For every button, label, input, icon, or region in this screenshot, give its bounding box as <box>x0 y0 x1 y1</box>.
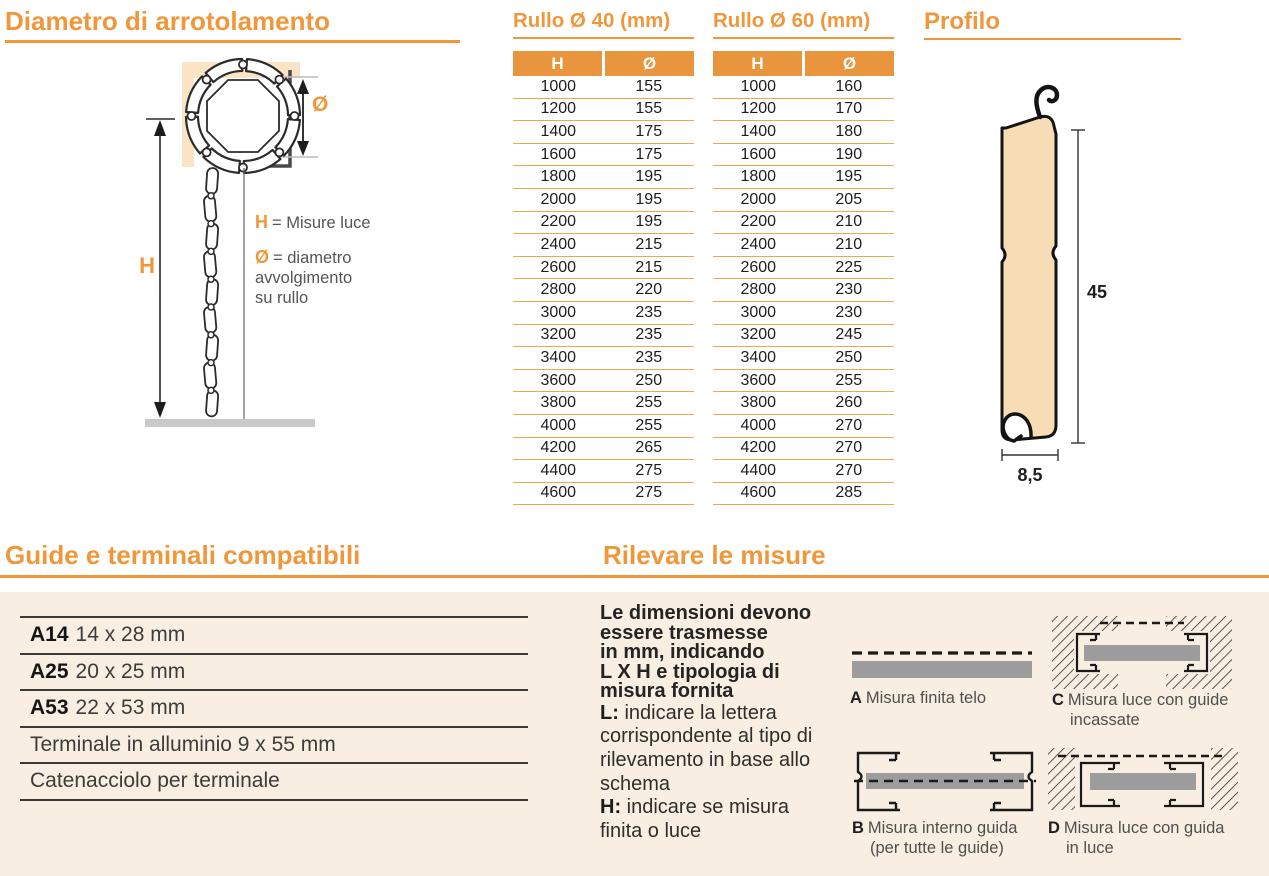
table-cell: 2600 <box>740 258 777 276</box>
table-cell: 2400 <box>540 235 577 253</box>
column-header-h: H <box>513 51 602 76</box>
legend-h <box>255 212 371 233</box>
table-row <box>713 325 894 348</box>
table-row <box>713 279 894 302</box>
curtain-bar <box>1084 645 1200 661</box>
table-cell: 2000 <box>740 190 777 208</box>
table-cell: 210 <box>835 235 863 253</box>
table-cell: 3400 <box>740 348 777 366</box>
table-cell: 195 <box>635 168 663 186</box>
measure-l-line: rilevamento in base allo <box>600 748 811 771</box>
table-row <box>713 347 894 370</box>
table-cell: 2200 <box>540 213 577 231</box>
table-row <box>713 460 894 483</box>
table-rullo40 <box>513 8 694 505</box>
caption-a-key: A <box>850 689 862 707</box>
measure-diagram-a <box>846 640 1038 685</box>
table-cell: 195 <box>635 213 663 231</box>
table-cell: 230 <box>835 303 863 321</box>
caption-c-key: C <box>1052 691 1064 709</box>
section-title-rilevare: Rilevare le misure <box>603 540 826 570</box>
table-cell: 250 <box>835 348 863 366</box>
guide-desc: 22 x 53 mm <box>75 696 186 720</box>
table-rullo60-title: Rullo Ø 60 (mm) <box>713 9 871 32</box>
measure-l-line: schema <box>600 772 671 795</box>
legend-h-symbol: H <box>255 212 268 232</box>
legend-diameter-line3: su rullo <box>255 289 309 307</box>
table-row <box>713 438 894 461</box>
table-cell: 205 <box>835 190 863 208</box>
table-row <box>513 325 694 348</box>
table-cell: 1600 <box>540 145 577 163</box>
table-row <box>713 212 894 235</box>
guide-desc: Catenacciolo per terminale <box>30 769 280 793</box>
measure-intro-line: in mm, indicando <box>600 641 765 663</box>
table-cell: 175 <box>635 145 663 163</box>
list-item <box>20 764 528 801</box>
table-cell: 4600 <box>740 484 777 502</box>
table-row <box>513 392 694 415</box>
table-cell: 190 <box>835 145 863 163</box>
table-cell: 245 <box>835 326 863 344</box>
legend-h-text: = Misure luce <box>272 214 371 232</box>
table-cell: 155 <box>635 100 663 118</box>
guide-code: A53 <box>30 696 69 720</box>
table-cell: 3600 <box>540 371 577 389</box>
table-row <box>513 144 694 167</box>
table-cell: 4200 <box>540 439 577 457</box>
table-cell: 235 <box>635 326 663 344</box>
profile-body <box>1002 116 1056 440</box>
table-cell: 215 <box>635 235 663 253</box>
measure-h-prefix: H: <box>600 796 622 819</box>
measure-intro-line: essere trasmesse <box>600 621 768 644</box>
curtain-bar <box>1090 773 1196 790</box>
table-rullo40-body <box>513 76 694 505</box>
table-cell: 4000 <box>740 416 777 434</box>
table-cell: 1000 <box>740 77 777 95</box>
guide-code: A25 <box>30 659 69 683</box>
table-row <box>713 166 894 189</box>
guide-desc: 14 x 28 mm <box>75 623 186 647</box>
table-cell: 3000 <box>740 303 777 321</box>
measure-l-prefix: L: <box>600 701 619 724</box>
table-row <box>513 234 694 257</box>
column-header-diameter: Ø <box>805 51 894 76</box>
table-cell: 215 <box>635 258 663 276</box>
caption-d: D Misura luce con guida in luce <box>1048 819 1225 857</box>
table-row <box>513 415 694 438</box>
caption-b: B Misura interno guida (per tutte le guide) <box>852 819 1018 857</box>
table-cell: 285 <box>835 484 863 502</box>
measure-instructions <box>600 604 870 844</box>
table-rullo60-body <box>713 76 894 505</box>
table-cell: 1400 <box>740 122 777 140</box>
table-cell: 235 <box>635 303 663 321</box>
table-rullo60-header <box>713 51 894 76</box>
measure-intro-line: L X H e tipologia di <box>600 660 780 683</box>
table-cell: 3800 <box>740 394 777 412</box>
table-cell: 4000 <box>540 416 577 434</box>
profilo-underline <box>924 38 1181 40</box>
table-cell: 4400 <box>540 461 577 479</box>
table-row <box>513 370 694 393</box>
table-cell: 3400 <box>540 348 577 366</box>
table-row <box>513 460 694 483</box>
bottom-section-underline <box>0 575 1269 578</box>
table-rullo60-underline <box>713 37 894 39</box>
table-row <box>713 257 894 280</box>
table-cell: 170 <box>835 100 863 118</box>
table-cell: 2400 <box>740 235 777 253</box>
table-cell: 230 <box>835 281 863 299</box>
legend-diameter-symbol: Ø <box>255 247 270 267</box>
table-cell: 2600 <box>540 258 577 276</box>
guide-desc: 20 x 25 mm <box>75 659 186 683</box>
measure-diagram-b <box>844 745 1044 815</box>
table-row <box>513 483 694 506</box>
legend-diameter-line2: avvolgimento <box>255 269 353 287</box>
table-row <box>513 166 694 189</box>
caption-d-key: D <box>1048 819 1060 837</box>
table-cell: 4200 <box>740 439 777 457</box>
table-cell: 1800 <box>540 168 577 186</box>
caption-a: A Misura finita telo <box>850 689 987 707</box>
caption-b-key: B <box>852 819 864 837</box>
table-cell: 4400 <box>740 461 777 479</box>
table-cell: 275 <box>635 484 663 502</box>
list-item <box>20 728 528 765</box>
diameter-arrow-label: Ø <box>312 93 329 116</box>
table-cell: 270 <box>835 439 863 457</box>
table-cell: 160 <box>835 77 863 95</box>
section-title-diametro: Diametro di arrotolamento <box>5 6 331 36</box>
table-row <box>513 212 694 235</box>
table-cell: 1600 <box>740 145 777 163</box>
table-rullo40-header <box>513 51 694 76</box>
table-cell: 250 <box>635 371 663 389</box>
profile-width-dimension <box>1002 449 1058 461</box>
profile-height-label: 45 <box>1087 282 1108 302</box>
curtain-chain <box>204 168 219 417</box>
table-cell: 270 <box>835 461 863 479</box>
measure-intro-line: misura fornita <box>600 680 734 702</box>
column-header-h: H <box>713 51 802 76</box>
table-cell: 260 <box>835 394 863 412</box>
profile-width-label: 8,5 <box>1017 465 1043 485</box>
table-cell: 235 <box>635 348 663 366</box>
legend-diameter-text: = diametro <box>273 249 352 267</box>
table-cell: 3600 <box>740 371 777 389</box>
measure-h-line: finita o luce <box>600 820 702 843</box>
table-cell: 1000 <box>540 77 577 95</box>
guide-code: A14 <box>30 623 69 647</box>
table-cell: 1800 <box>740 168 777 186</box>
section-title-profilo: Profilo <box>924 8 1000 35</box>
table-row <box>713 234 894 257</box>
table-row <box>713 144 894 167</box>
guide-terminal-list <box>20 616 528 801</box>
table-cell: 180 <box>835 122 863 140</box>
table-cell: 2200 <box>740 213 777 231</box>
table-row <box>513 438 694 461</box>
table-row <box>713 483 894 506</box>
table-cell: 2800 <box>540 281 577 299</box>
diametro-underline <box>5 40 460 43</box>
legend-diameter <box>255 247 352 308</box>
table-cell: 2800 <box>740 281 777 299</box>
table-cell: 270 <box>835 416 863 434</box>
table-row <box>713 99 894 122</box>
list-item <box>20 618 528 655</box>
measure-intro-line: Le dimensioni devono <box>600 602 812 624</box>
table-cell: 3200 <box>740 326 777 344</box>
table-cell: 255 <box>635 394 663 412</box>
profile-height-dimension <box>1071 130 1085 443</box>
table-row <box>713 370 894 393</box>
table-rullo40-underline <box>513 37 694 39</box>
table-cell: 1200 <box>740 100 777 118</box>
h-arrow-label: H <box>139 253 155 278</box>
table-row <box>513 302 694 325</box>
table-cell: 3000 <box>540 303 577 321</box>
profile-section-diagram <box>960 58 1210 490</box>
caption-c: C Misura luce con guide incassate <box>1052 691 1229 729</box>
table-row <box>513 347 694 370</box>
table-row <box>513 99 694 122</box>
table-cell: 2000 <box>540 190 577 208</box>
floor-line <box>145 419 315 427</box>
table-row <box>713 121 894 144</box>
table-row <box>713 415 894 438</box>
measure-h-line: H: indicare se misura <box>600 796 789 819</box>
section-title-guide: Guide e terminali compatibili <box>5 540 361 570</box>
curtain-bar <box>852 661 1032 678</box>
table-row <box>713 392 894 415</box>
table-row <box>513 257 694 280</box>
guide-desc: Terminale in alluminio 9 x 55 mm <box>30 732 336 756</box>
table-row <box>513 279 694 302</box>
table-row <box>713 189 894 212</box>
measure-diagram-c <box>1048 612 1238 694</box>
table-cell: 195 <box>835 168 863 186</box>
list-item <box>20 691 528 728</box>
table-cell: 3200 <box>540 326 577 344</box>
table-cell: 225 <box>835 258 863 276</box>
table-row <box>513 189 694 212</box>
table-row <box>713 302 894 325</box>
table-cell: 195 <box>635 190 663 208</box>
measure-diagram-d <box>1044 740 1242 815</box>
list-item <box>20 655 528 692</box>
table-cell: 175 <box>635 122 663 140</box>
column-header-diameter: Ø <box>605 51 694 76</box>
profile-top-hook <box>1036 87 1057 117</box>
table-cell: 220 <box>635 281 663 299</box>
table-row <box>513 76 694 99</box>
table-cell: 265 <box>635 439 663 457</box>
table-rullo40-title: Rullo Ø 40 (mm) <box>513 9 671 32</box>
table-cell: 1200 <box>540 100 577 118</box>
table-cell: 1400 <box>540 122 577 140</box>
table-cell: 255 <box>835 371 863 389</box>
table-cell: 210 <box>835 213 863 231</box>
table-cell: 255 <box>635 416 663 434</box>
table-cell: 155 <box>635 77 663 95</box>
measure-l-line: corrispondente al tipo di <box>600 725 813 748</box>
table-rullo60 <box>713 8 894 505</box>
table-cell: 275 <box>635 461 663 479</box>
table-cell: 4600 <box>540 484 577 502</box>
table-cell: 3800 <box>540 394 577 412</box>
table-row <box>513 121 694 144</box>
table-row <box>713 76 894 99</box>
measure-l-line: L: indicare la lettera <box>600 701 777 724</box>
